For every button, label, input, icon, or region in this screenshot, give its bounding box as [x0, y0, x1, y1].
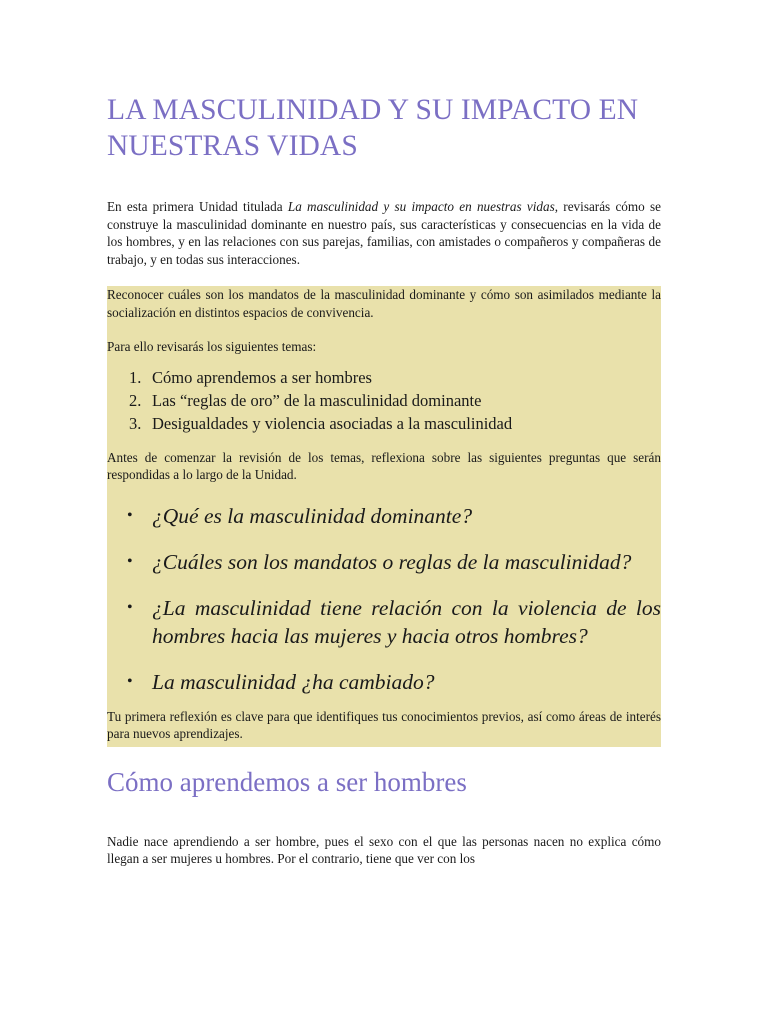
question-text: ¿La masculinidad tiene relación con la violencia de los hombres hacia las mujeres y hacia otros hombres? [152, 595, 661, 648]
questions-list [107, 502, 661, 696]
question-item [107, 502, 661, 530]
topic-text: Las “reglas de oro” de la masculinidad dominante [152, 390, 482, 410]
question-text: ¿Cuáles son los mandatos o reglas de la masculinidad? [152, 549, 632, 574]
intro-unit-title: La masculinidad y su impacto en nuestras vidas [287, 199, 555, 214]
topic-text: Cómo aprendemos a ser hombres [152, 367, 372, 387]
question-item [107, 668, 661, 696]
topic-item [107, 366, 661, 389]
topic-text: Desigualdades y violencia asociadas a la masculinidad [152, 413, 513, 433]
bullet-icon: • [127, 672, 133, 690]
document-page [107, 92, 661, 868]
reflection-paragraph: Tu primera reflexión es clave para que identifiques tus conocimientos previos, así como áreas de interés para nuevos aprendizajes. [107, 708, 661, 741]
bullet-icon: • [127, 552, 133, 570]
topic-number: 1. [129, 367, 142, 387]
intro-paragraph [107, 198, 661, 268]
bullet-icon: • [127, 598, 133, 616]
section-paragraph: Nadie nace aprendiendo a ser hombre, pues el sexo con el que las personas nacen no explica cómo llegan a ser mujeres u hombres. Por el contrario, tiene que ver con los [107, 833, 661, 866]
topic-item [107, 389, 661, 412]
highlighted-section [107, 286, 661, 747]
intro-text-end: , revisarás cómo se construye la masculinidad dominante en nuestro país, sus características y consecuencias en la vida de los hombres, y en las relaciones con sus parejas, familias, con amistades o compañeros y compañeras de trabajo, y en todas sus interacciones. [107, 199, 661, 267]
section-heading: Cómo aprendemos a ser hombres [107, 766, 467, 797]
objective-paragraph: Reconocer cuáles son los mandatos de la masculinidad dominante y cómo son asimilados mediante la socialización en distintos espacios de convivencia. [107, 287, 661, 320]
question-item [107, 548, 661, 576]
questions-intro: Antes de comenzar la revisión de los temas, reflexiona sobre las siguientes preguntas que serán respondidas a lo largo de la Unidad. [107, 449, 661, 482]
question-text: ¿Qué es la masculinidad dominante? [152, 503, 473, 528]
topic-number: 3. [129, 413, 142, 433]
topics-list [107, 366, 661, 435]
question-text: La masculinidad ¿ha cambiado? [152, 669, 435, 694]
question-item [107, 594, 661, 650]
topic-number: 2. [129, 390, 142, 410]
topic-item [107, 412, 661, 435]
intro-text-start: En esta primera Unidad titulada [107, 199, 288, 214]
bullet-icon: • [127, 506, 133, 524]
topics-intro: Para ello revisarás los siguientes temas: [107, 339, 317, 354]
page-title: LA MASCULINIDAD Y SU IMPACTO EN NUESTRAS VIDAS [107, 94, 639, 162]
